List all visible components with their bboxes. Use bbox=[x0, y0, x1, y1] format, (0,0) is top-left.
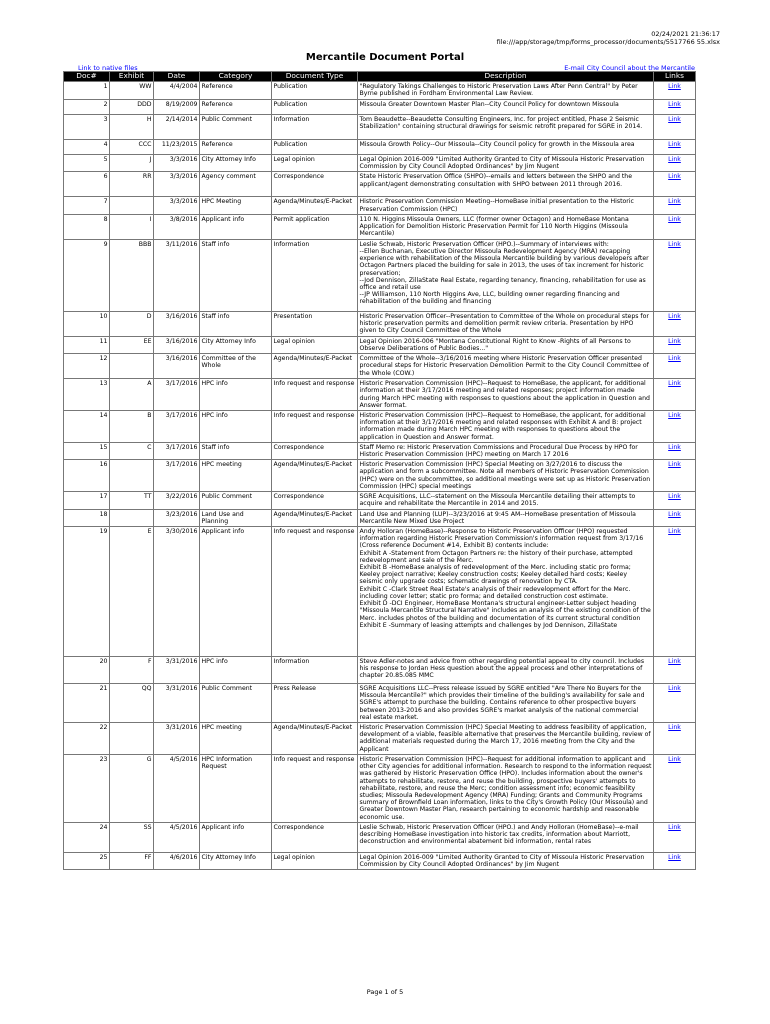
doc-category: Staff info bbox=[200, 311, 272, 336]
page-title: Mercantile Document Portal bbox=[305, 52, 465, 63]
doc-number: 18 bbox=[64, 509, 110, 526]
doc-date: 4/4/2004 bbox=[154, 82, 200, 100]
doc-category: HPC meeting bbox=[200, 723, 272, 755]
doc-link[interactable]: Link bbox=[654, 197, 696, 214]
table-row bbox=[64, 172, 696, 197]
file-path: file:///app/storage/tmp/forms_processor/documents/5517766 55.xlsx bbox=[496, 38, 720, 46]
table-header-row bbox=[64, 72, 696, 82]
exhibit-code: A bbox=[110, 379, 154, 411]
doc-link[interactable]: Link bbox=[654, 852, 696, 869]
doc-link[interactable]: Link bbox=[654, 379, 696, 411]
exhibit-code: B bbox=[110, 411, 154, 443]
doc-type: Correspondence bbox=[272, 822, 358, 852]
doc-type: Legal opinion bbox=[272, 852, 358, 869]
doc-number: 21 bbox=[64, 684, 110, 723]
doc-category: Reference bbox=[200, 82, 272, 100]
table-row bbox=[64, 214, 696, 239]
doc-number: 10 bbox=[64, 311, 110, 336]
doc-type: Agenda/Minutes/E-Packet bbox=[272, 197, 358, 214]
doc-description: Tom Beaudette--Beaudette Consulting Engineers, Inc. for project entitled, Phase 2 Seismic Stabilization" containing structural drawings for seismic retrofit prepared for SGRE in 2014. bbox=[358, 115, 654, 140]
doc-date: 3/22/2016 bbox=[154, 492, 200, 509]
doc-link[interactable]: Link bbox=[654, 492, 696, 509]
table-row bbox=[64, 239, 696, 311]
doc-description: Land Use and Planning (LUP)--3/23/2016 at 9:45 AM--HomeBase presentation of Missoula Mercantile New Mixed Use Project bbox=[358, 509, 654, 526]
doc-link[interactable]: Link bbox=[654, 336, 696, 353]
doc-type: Information bbox=[272, 115, 358, 140]
doc-date: 3/3/2016 bbox=[154, 172, 200, 197]
doc-type: Publication bbox=[272, 140, 358, 155]
doc-link[interactable]: Link bbox=[654, 754, 696, 822]
table-row bbox=[64, 379, 696, 411]
doc-description: Missoula Growth Policy--Our Missoula--City Council policy for growth in the Missoula area bbox=[358, 140, 654, 155]
doc-link[interactable]: Link bbox=[654, 527, 696, 657]
doc-category: Applicant info bbox=[200, 214, 272, 239]
doc-description: SGRE Acquisitions LLC--Press release issued by SGRE entitled "Are There No Buyers for the Missoula Mercantile?" which provides their timeline of the building's availability for sale and SGRE's attempt to purchase the building. Contains reference to other prospective buyers between 2013-2016 and also provides SGRE's market analysis of the national commercial real estate market. bbox=[358, 684, 654, 723]
exhibit-code: D bbox=[110, 311, 154, 336]
doc-number: 1 bbox=[64, 82, 110, 100]
doc-number: 6 bbox=[64, 172, 110, 197]
doc-link[interactable]: Link bbox=[654, 172, 696, 197]
doc-category: Applicant info bbox=[200, 527, 272, 657]
doc-category: Public Comment bbox=[200, 684, 272, 723]
exhibit-code: C bbox=[110, 442, 154, 459]
col-header-type: Document Type bbox=[272, 72, 358, 82]
exhibit-code: BBB bbox=[110, 239, 154, 311]
doc-link[interactable]: Link bbox=[654, 354, 696, 379]
doc-description: Historic Preservation Officer--Presentation to Committee of the Whole on procedural steps for historic preservation permits and demolition permit review criteria. Presentation by HPO given to City Council Committee of the Whole bbox=[358, 311, 654, 336]
doc-number: 25 bbox=[64, 852, 110, 869]
doc-link[interactable]: Link bbox=[654, 100, 696, 115]
email-council-link[interactable]: E-mail City Council about the Mercantile bbox=[564, 64, 695, 72]
doc-description: Leslie Schwab, Historic Preservation Officer (HPO.)--Summary of interviews with: --Ellen Buchanan, Executive Director Missoula Redevelopment Agency (MRA) recapping experience with rehabilitation of the Missoula Mercantile building by various developers after Octagon Partners placed the building for sale in 2013, the uses of tax increment for historic preservation; --Jod Dennison, ZillaState Real Estate, regarding tenancy, financing, rehabilitation for use as office and retail use --JP Williamson, 110 North Higgins Ave, LLC, building owner regarding financing and rehabilitation of the building and financing bbox=[358, 239, 654, 311]
doc-type: Correspondence bbox=[272, 492, 358, 509]
doc-link[interactable]: Link bbox=[654, 115, 696, 140]
doc-number: 23 bbox=[64, 754, 110, 822]
doc-date: 4/5/2016 bbox=[154, 754, 200, 822]
doc-type: Permit application bbox=[272, 214, 358, 239]
exhibit-code bbox=[110, 197, 154, 214]
doc-type: Press Release bbox=[272, 684, 358, 723]
doc-date: 3/16/2016 bbox=[154, 354, 200, 379]
doc-description: Leslie Schwab, Historic Preservation Officer (HPO.) and Andy Holloran (HomeBase)--e-mail describing HomeBase investigation into historic tax credits, information about Marriott, deconstruction and environmental abatement bid information, rental rates bbox=[358, 822, 654, 852]
exhibit-code bbox=[110, 460, 154, 492]
exhibit-code: CCC bbox=[110, 140, 154, 155]
doc-link[interactable]: Link bbox=[654, 214, 696, 239]
native-files-link[interactable]: Link to native files bbox=[78, 64, 138, 72]
doc-date: 8/19/2009 bbox=[154, 100, 200, 115]
doc-category: Staff info bbox=[200, 239, 272, 311]
doc-category: HPC info bbox=[200, 411, 272, 443]
doc-date: 3/3/2016 bbox=[154, 155, 200, 172]
doc-type: Info request and response bbox=[272, 527, 358, 657]
doc-category: Staff info bbox=[200, 442, 272, 459]
doc-description: Missoula Greater Downtown Master Plan--City Council Policy for downtown Missoula bbox=[358, 100, 654, 115]
doc-category: Committee of the Whole bbox=[200, 354, 272, 379]
doc-number: 7 bbox=[64, 197, 110, 214]
exhibit-code: J bbox=[110, 155, 154, 172]
table-row bbox=[64, 354, 696, 379]
doc-type: Correspondence bbox=[272, 172, 358, 197]
doc-type: Agenda/Minutes/E-Packet bbox=[272, 723, 358, 755]
doc-category: HPC info bbox=[200, 379, 272, 411]
table-row bbox=[64, 442, 696, 459]
doc-number: 3 bbox=[64, 115, 110, 140]
doc-category: Agency comment bbox=[200, 172, 272, 197]
exhibit-code: I bbox=[110, 214, 154, 239]
doc-category: Land Use and Planning bbox=[200, 509, 272, 526]
doc-link[interactable]: Link bbox=[654, 155, 696, 172]
col-header-category: Category bbox=[200, 72, 272, 82]
exhibit-code: FF bbox=[110, 852, 154, 869]
doc-description: Staff Memo re: Historic Preservation Commissions and Procedural Due Process by HPO for Historic Preservation Commission (HPC) meeting on March 17 2016 bbox=[358, 442, 654, 459]
doc-link[interactable]: Link bbox=[654, 684, 696, 723]
table-row bbox=[64, 197, 696, 214]
doc-type: Legal opinion bbox=[272, 336, 358, 353]
doc-type: Information bbox=[272, 239, 358, 311]
doc-number: 16 bbox=[64, 460, 110, 492]
doc-number: 17 bbox=[64, 492, 110, 509]
table-row bbox=[64, 657, 696, 684]
doc-link[interactable]: Link bbox=[654, 442, 696, 459]
doc-category: Public Comment bbox=[200, 115, 272, 140]
exhibit-code: F bbox=[110, 657, 154, 684]
table-row bbox=[64, 100, 696, 115]
exhibit-code: WW bbox=[110, 82, 154, 100]
doc-date: 2/14/2014 bbox=[154, 115, 200, 140]
doc-number: 2 bbox=[64, 100, 110, 115]
table-row bbox=[64, 527, 696, 657]
documents-table bbox=[63, 71, 696, 870]
doc-description: Committee of the Whole--3/16/2016 meeting where Historic Preservation Officer presented procedural steps for Historic Preservation Demolition Permit to the City Council Committee of the Whole (COW.) bbox=[358, 354, 654, 379]
table-row bbox=[64, 822, 696, 852]
doc-description: Steve Adler-notes and advice from other regarding potential appeal to city council. Includes his response to Jordan Hess question about the appeal process and other interpretations of chapter 20.85.085 MMC bbox=[358, 657, 654, 684]
table-row bbox=[64, 684, 696, 723]
exhibit-code: SS bbox=[110, 822, 154, 852]
doc-link[interactable]: Link bbox=[654, 239, 696, 311]
exhibit-code bbox=[110, 354, 154, 379]
doc-category: Applicant info bbox=[200, 822, 272, 852]
table-row bbox=[64, 336, 696, 353]
doc-type: Publication bbox=[272, 100, 358, 115]
doc-date: 3/17/2016 bbox=[154, 442, 200, 459]
col-header-exhibit: Exhibit bbox=[110, 72, 154, 82]
doc-description: Historic Preservation Commission (HPC)--Request for additional information to applicant and other City agencies for additional information. Research to respond to the information request was gathered by Historic Preservation Office (HPO). Includes information about the owner's attempts to rehabilitate, restore, and reuse the building, prospective buyers' attempts to rehabilitate, restore, and reuse the Merc; condition assessment info; economic feasibility studies; Missoula Redevelopment Agency (MRA) Funding; Grants and Community Programs summary of Brownfield Loan information, links to the City's Growth Policy (Our Missoula) and Greater Downtown Master Plan, research pertaining to economic hardship and reasonable economic use. bbox=[358, 754, 654, 822]
exhibit-code: RR bbox=[110, 172, 154, 197]
doc-date: 3/31/2016 bbox=[154, 657, 200, 684]
doc-description: SGRE Acquisitions, LLC--statement on the Missoula Mercantile detailing their attempts to acquire and rehabilitate the Mercantile in 2014 and 2015. bbox=[358, 492, 654, 509]
doc-type: Agenda/Minutes/E-Packet bbox=[272, 460, 358, 492]
doc-number: 20 bbox=[64, 657, 110, 684]
doc-type: Publication bbox=[272, 82, 358, 100]
doc-number: 4 bbox=[64, 140, 110, 155]
doc-link[interactable]: Link bbox=[654, 311, 696, 336]
doc-description: "Regulatory Takings Challenges to Historic Preservation Laws After Penn Central" by Peter Byrne published in Fordham Environmental Law Review. bbox=[358, 82, 654, 100]
table-row bbox=[64, 723, 696, 755]
doc-number: 11 bbox=[64, 336, 110, 353]
doc-category: City Attorney Info bbox=[200, 155, 272, 172]
doc-type: Agenda/Minutes/E-Packet bbox=[272, 509, 358, 526]
doc-category: Reference bbox=[200, 100, 272, 115]
table-row bbox=[64, 460, 696, 492]
exhibit-code bbox=[110, 509, 154, 526]
table-row bbox=[64, 509, 696, 526]
doc-description: State Historic Preservation Office (SHPO)--emails and letters between the SHPO and the applicant/agent demonstrating consultation with SHPO between 2011 through 2016. bbox=[358, 172, 654, 197]
doc-number: 19 bbox=[64, 527, 110, 657]
doc-link[interactable]: Link bbox=[654, 509, 696, 526]
doc-date: 11/23/2015 bbox=[154, 140, 200, 155]
doc-description: Legal Opinion 2016-009 "Limited Authority Granted to City of Missoula Historic Preservation Commission by City Council Adopted Ordinances" by Jim Nugent bbox=[358, 852, 654, 869]
exhibit-code: H bbox=[110, 115, 154, 140]
exhibit-code: G bbox=[110, 754, 154, 822]
exhibit-code: TT bbox=[110, 492, 154, 509]
doc-category: HPC meeting bbox=[200, 460, 272, 492]
doc-type: Presentation bbox=[272, 311, 358, 336]
exhibit-code: QQ bbox=[110, 684, 154, 723]
doc-type: Info request and response bbox=[272, 411, 358, 443]
doc-description: Legal Opinion 2016-006 "Montana Constitutional Right to Know -Rights of all Persons to Observe Deliberations of Public Bodies..." bbox=[358, 336, 654, 353]
exhibit-code: E bbox=[110, 527, 154, 657]
doc-date: 3/16/2016 bbox=[154, 311, 200, 336]
doc-date: 3/17/2016 bbox=[154, 411, 200, 443]
doc-date: 3/17/2016 bbox=[154, 379, 200, 411]
doc-link[interactable]: Link bbox=[654, 460, 696, 492]
doc-date: 3/31/2016 bbox=[154, 684, 200, 723]
doc-date: 4/5/2016 bbox=[154, 822, 200, 852]
doc-link[interactable]: Link bbox=[654, 657, 696, 684]
table-row bbox=[64, 82, 696, 100]
doc-date: 3/11/2016 bbox=[154, 239, 200, 311]
doc-number: 14 bbox=[64, 411, 110, 443]
doc-description: 110 N. Higgins Missoula Owners, LLC (former owner Octagon) and HomeBase Montana Application for Demolition Historic Preservation Permit for 110 North Higgins (Missoula Mercantile) bbox=[358, 214, 654, 239]
doc-category: HPC Information Request bbox=[200, 754, 272, 822]
col-header-date: Date bbox=[154, 72, 200, 82]
doc-number: 12 bbox=[64, 354, 110, 379]
table-row bbox=[64, 140, 696, 155]
doc-link[interactable]: Link bbox=[654, 822, 696, 852]
doc-number: 8 bbox=[64, 214, 110, 239]
doc-date: 3/31/2016 bbox=[154, 723, 200, 755]
doc-type: Correspondence bbox=[272, 442, 358, 459]
doc-description: Historic Preservation Commission (HPC)--Request to HomeBase, the applicant, for additional information at their 3/17/2016 meeting and related responses with Exhibit A and B: project information made during March HPC meeting with responses to questions about the application in Question and Answer format. bbox=[358, 411, 654, 443]
doc-link[interactable]: Link bbox=[654, 140, 696, 155]
doc-category: City Attorney Info bbox=[200, 852, 272, 869]
exhibit-code: DDD bbox=[110, 100, 154, 115]
doc-description: Historic Preservation Commission (HPC)--Request to HomeBase, the applicant, for additional information at their 3/17/2016 meeting and related responses; project information made during March HPC meeting with responses to questions about the application in Question and Answer format. bbox=[358, 379, 654, 411]
doc-category: Public Comment bbox=[200, 492, 272, 509]
page-number: Page 1 of 5 bbox=[366, 988, 404, 996]
doc-date: 4/6/2016 bbox=[154, 852, 200, 869]
doc-link[interactable]: Link bbox=[654, 723, 696, 755]
doc-date: 3/17/2016 bbox=[154, 460, 200, 492]
doc-date: 3/30/2016 bbox=[154, 527, 200, 657]
exhibit-code bbox=[110, 723, 154, 755]
table-row bbox=[64, 754, 696, 822]
doc-description: Historic Preservation Commission (HPC) Special Meeting to address feasibility of application, development of a viable, feasible alternative that preserves the Mercantile building, review of additional materials requested during the March 17, 2016 meeting from the City and the Applicant bbox=[358, 723, 654, 755]
doc-date: 3/23/2016 bbox=[154, 509, 200, 526]
doc-number: 13 bbox=[64, 379, 110, 411]
doc-number: 15 bbox=[64, 442, 110, 459]
doc-type: Legal opinion bbox=[272, 155, 358, 172]
doc-category: City Attorney Info bbox=[200, 336, 272, 353]
table-row bbox=[64, 852, 696, 869]
doc-description: Andy Holloran (HomeBase)--Response to Historic Preservation Officer (HPO) requested information regarding Historic Preservation Commission's information request from 3/17/16 (Cross reference Document #14, Exhibit B) contents include: Exhibit A -Statement from Octagon Partners re: the history of their purchase, attempted redevelopment and sale of the Merc. Exhibit B -HomeBase analysis of redevelopment of the Merc. including static pro forma; Keeley project narrative; Keeley construction costs; Keeley detailed hard costs; Keeley seismic only upgrade costs; schematic drawings of renovation by CTA. Exhibit C -Clark Street Real Estate's analysis of their redevelopment effort for the Merc. including cover letter; static pro forma; and detailed construction cost estimate. Exhibit D -DCI Engineer, HomeBase Montana's structural engineer-Letter subject heading "Missoula Mercantile Structural Narrative" includes an analysis of the existing condition of the Merc. includes photos of the building and documentation of its current structural condition Exhibit E -Summary of leasing attempts and challenges by Jod Dennison, ZillaState bbox=[358, 527, 654, 657]
doc-category: HPC info bbox=[200, 657, 272, 684]
doc-type: Agenda/Minutes/E-Packet bbox=[272, 354, 358, 379]
doc-category: Reference bbox=[200, 140, 272, 155]
table-row bbox=[64, 311, 696, 336]
col-header-doc: Doc# bbox=[64, 72, 110, 82]
doc-description: Historic Preservation Commission (HPC) Special Meeting on 3/27/2016 to discuss the application and form a subcommittee. Note all members of Historic Preservation Commission (HPC) were on the subcommittee, so additional meetings were set up as Historic Preservation Commission (HPC) special meetings bbox=[358, 460, 654, 492]
col-header-description: Description bbox=[358, 72, 654, 82]
doc-number: 9 bbox=[64, 239, 110, 311]
doc-type: Information bbox=[272, 657, 358, 684]
doc-link[interactable]: Link bbox=[654, 82, 696, 100]
doc-date: 3/8/2016 bbox=[154, 214, 200, 239]
doc-number: 5 bbox=[64, 155, 110, 172]
doc-type: Info request and response bbox=[272, 379, 358, 411]
col-header-links: Links bbox=[654, 72, 696, 82]
doc-type: Info request and response bbox=[272, 754, 358, 822]
doc-category: HPC Meeting bbox=[200, 197, 272, 214]
doc-number: 22 bbox=[64, 723, 110, 755]
doc-date: 3/16/2016 bbox=[154, 336, 200, 353]
doc-link[interactable]: Link bbox=[654, 411, 696, 443]
print-datetime: 02/24/2021 21:36:17 bbox=[651, 30, 720, 38]
doc-date: 3/3/2016 bbox=[154, 197, 200, 214]
table-row bbox=[64, 155, 696, 172]
table-row bbox=[64, 115, 696, 140]
table-row bbox=[64, 492, 696, 509]
doc-description: Historic Preservation Commission Meeting--HomeBase initial presentation to the Historic Preservation Commission (HPC) bbox=[358, 197, 654, 214]
exhibit-code: EE bbox=[110, 336, 154, 353]
table-row bbox=[64, 411, 696, 443]
doc-number: 24 bbox=[64, 822, 110, 852]
doc-description: Legal Opinion 2016-009 "Limited Authority Granted to City of Missoula Historic Preservation Commission by City Council Adopted Ordinances" by Jim Nugent bbox=[358, 155, 654, 172]
